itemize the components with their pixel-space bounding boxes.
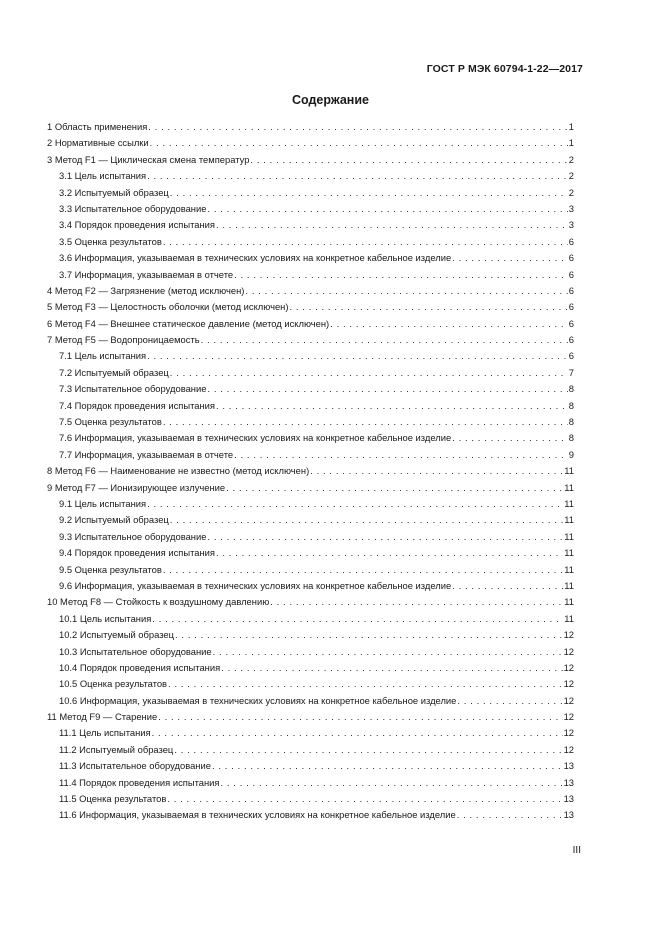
toc-entry[interactable] bbox=[47, 791, 574, 807]
toc-entry-title: 7.3 Испытательное оборудование bbox=[59, 383, 207, 395]
toc-entry[interactable] bbox=[47, 594, 574, 610]
toc-entry[interactable] bbox=[47, 496, 574, 512]
toc-entry-page: 2 bbox=[568, 186, 574, 198]
toc-leader-dots bbox=[216, 545, 563, 561]
toc-entry-title: 11.3 Испытательное оборудование bbox=[59, 760, 211, 772]
toc-leader-dots bbox=[220, 775, 562, 791]
toc-entry-page: 11 bbox=[564, 579, 574, 591]
toc-entry[interactable] bbox=[47, 758, 574, 774]
toc-entry-page: 13 bbox=[563, 809, 574, 821]
toc-leader-dots bbox=[201, 332, 568, 348]
toc-entry-page: 12 bbox=[563, 629, 574, 641]
toc-leader-dots bbox=[216, 398, 568, 414]
toc-entry-title: 3.5 Оценка результатов bbox=[59, 235, 162, 247]
toc-entry-title: 4 Метод F2 — Загрязнение (метод исключен) bbox=[47, 284, 245, 296]
toc-entry[interactable] bbox=[47, 611, 574, 627]
toc-entry-title: 3.3 Испытательное оборудование bbox=[59, 202, 207, 214]
toc-entry[interactable] bbox=[47, 234, 574, 250]
toc-entry[interactable] bbox=[47, 775, 574, 791]
toc-entry[interactable] bbox=[47, 332, 574, 348]
toc-entry-page: 2 bbox=[568, 153, 574, 165]
toc-leader-dots bbox=[289, 299, 567, 315]
toc-entry[interactable] bbox=[47, 529, 574, 545]
toc-entry-title: 9.3 Испытательное оборудование bbox=[59, 530, 207, 542]
toc-entry[interactable] bbox=[47, 381, 574, 397]
toc-entry-page: 12 bbox=[563, 694, 574, 706]
toc-entry-title: 7.1 Цель испытания bbox=[59, 350, 147, 362]
toc-leader-dots bbox=[221, 660, 562, 676]
toc-entry[interactable] bbox=[47, 135, 574, 151]
toc-leader-dots bbox=[452, 250, 568, 266]
toc-entry-title: 11 Метод F9 — Старение bbox=[47, 711, 158, 723]
toc-leader-dots bbox=[158, 709, 562, 725]
toc-entry[interactable] bbox=[47, 119, 574, 135]
toc-entry-page: 8 bbox=[568, 383, 574, 395]
toc-leader-dots bbox=[212, 758, 563, 774]
toc-leader-dots bbox=[457, 693, 562, 709]
toc-entry-page: 13 bbox=[563, 776, 574, 788]
toc-entry-page: 6 bbox=[568, 235, 574, 247]
toc-leader-dots bbox=[148, 119, 567, 135]
toc-leader-dots bbox=[457, 807, 563, 823]
table-of-contents bbox=[47, 119, 574, 824]
toc-entry-page: 3 bbox=[568, 202, 574, 214]
toc-entry[interactable] bbox=[47, 185, 574, 201]
toc-leader-dots bbox=[216, 217, 568, 233]
toc-leader-dots bbox=[270, 594, 563, 610]
toc-entry-page: 8 bbox=[568, 432, 574, 444]
toc-entry-title: 9 Метод F7 — Ионизирующее излучение bbox=[47, 481, 226, 493]
toc-entry-title: 7.6 Информация, указываемая в технических условиях на конкретное кабельное изделие bbox=[59, 432, 452, 444]
toc-entry-page: 12 bbox=[563, 743, 574, 755]
toc-entry-page: 11 bbox=[564, 563, 574, 575]
toc-entry-page: 11 bbox=[564, 547, 574, 559]
toc-entry-title: 10.5 Оценка результатов bbox=[59, 678, 168, 690]
toc-entry-title: 11.4 Порядок проведения испытания bbox=[59, 776, 220, 788]
toc-entry-page: 1 bbox=[568, 121, 574, 132]
toc-entry-page: 12 bbox=[563, 661, 574, 673]
toc-entry-title: 3 Метод F1 — Циклическая смена температур bbox=[47, 153, 250, 165]
toc-entry-title: 7 Метод F5 — Водопроницаемость bbox=[47, 334, 200, 346]
toc-entry-title: 11.1 Цель испытания bbox=[59, 727, 151, 739]
toc-entry[interactable] bbox=[47, 283, 574, 299]
toc-entry[interactable] bbox=[47, 365, 574, 381]
toc-entry-page: 8 bbox=[568, 399, 574, 411]
toc-entry[interactable] bbox=[47, 725, 574, 741]
toc-entry-page: 8 bbox=[568, 416, 574, 428]
toc-entry-page: 6 bbox=[568, 268, 574, 280]
toc-entry-page: 3 bbox=[568, 219, 574, 231]
toc-entry-title: 1 Область применения bbox=[47, 121, 148, 132]
toc-entry[interactable] bbox=[47, 807, 574, 823]
toc-leader-dots bbox=[245, 283, 567, 299]
toc-leader-dots bbox=[170, 512, 563, 528]
page-number: III bbox=[572, 845, 581, 856]
document-header: ГОСТ Р МЭК 60794-1-22—2017 bbox=[426, 63, 583, 75]
toc-entry[interactable] bbox=[47, 693, 574, 709]
toc-leader-dots bbox=[207, 201, 567, 217]
toc-leader-dots bbox=[163, 234, 568, 250]
toc-entry-page: 11 bbox=[564, 530, 574, 542]
toc-entry-title: 7.2 Испытуемый образец bbox=[59, 366, 169, 378]
toc-entry[interactable] bbox=[47, 742, 574, 758]
toc-entry[interactable] bbox=[47, 463, 574, 479]
toc-leader-dots bbox=[175, 627, 563, 643]
toc-entry-title: 10.6 Информация, указываемая в технических условиях на конкретное кабельное изделие bbox=[59, 694, 457, 706]
toc-entry-title: 2 Нормативные ссылки bbox=[47, 137, 149, 149]
toc-entry-page: 11 bbox=[564, 612, 574, 624]
toc-entry-page: 6 bbox=[568, 334, 574, 346]
toc-leader-dots bbox=[310, 463, 563, 479]
toc-leader-dots bbox=[163, 414, 568, 430]
toc-entry[interactable] bbox=[47, 299, 574, 315]
toc-leader-dots bbox=[168, 676, 563, 692]
toc-entry-title: 3.4 Порядок проведения испытания bbox=[59, 219, 215, 231]
toc-leader-dots bbox=[207, 381, 567, 397]
toc-entry-title: 3.6 Информация, указываемая в технических условиях на конкретное кабельное изделие bbox=[59, 252, 452, 264]
toc-entry-title: 10.4 Порядок проведения испытания bbox=[59, 661, 221, 673]
toc-entry-title: 10.3 Испытательное оборудование bbox=[59, 645, 212, 657]
toc-leader-dots bbox=[147, 348, 568, 364]
toc-leader-dots bbox=[452, 578, 563, 594]
toc-entry[interactable] bbox=[47, 545, 574, 561]
page-title: Содержание bbox=[291, 93, 369, 107]
toc-entry-title: 9.5 Оценка результатов bbox=[59, 563, 162, 575]
toc-entry[interactable] bbox=[47, 316, 574, 332]
toc-entry-page: 6 bbox=[568, 252, 574, 264]
toc-leader-dots bbox=[170, 185, 568, 201]
toc-entry-page: 12 bbox=[563, 645, 574, 657]
toc-leader-dots bbox=[207, 529, 563, 545]
toc-entry[interactable] bbox=[47, 201, 574, 217]
toc-entry-page: 7 bbox=[568, 366, 574, 378]
toc-leader-dots bbox=[163, 562, 563, 578]
toc-entry-page: 11 bbox=[564, 596, 574, 608]
toc-entry-page: 11 bbox=[564, 465, 574, 477]
toc-entry-title: 11.2 Испытуемый образец bbox=[59, 743, 174, 755]
toc-entry-page: 11 bbox=[564, 497, 574, 509]
toc-entry-page: 12 bbox=[563, 678, 574, 690]
toc-entry-title: 7.5 Оценка результатов bbox=[59, 416, 162, 428]
toc-leader-dots bbox=[170, 365, 568, 381]
toc-entry-title: 3.7 Информация, указываемая в отчете bbox=[59, 268, 234, 280]
toc-leader-dots bbox=[226, 480, 563, 496]
toc-entry[interactable] bbox=[47, 709, 574, 725]
toc-entry[interactable] bbox=[47, 644, 574, 660]
toc-entry[interactable] bbox=[47, 348, 574, 364]
toc-entry-page: 6 bbox=[568, 350, 574, 362]
toc-entry[interactable] bbox=[47, 562, 574, 578]
toc-entry-title: 3.1 Цель испытания bbox=[59, 170, 147, 182]
toc-entry-title: 11.6 Информация, указываемая в технических условиях на конкретное кабельное изделие bbox=[59, 809, 456, 821]
toc-entry-page: 6 bbox=[568, 317, 574, 329]
toc-leader-dots bbox=[147, 496, 563, 512]
toc-entry-page: 13 bbox=[563, 793, 574, 805]
toc-entry[interactable] bbox=[47, 660, 574, 676]
toc-entry[interactable] bbox=[47, 414, 574, 430]
toc-entry-title: 7.7 Информация, указываемая в отчете bbox=[59, 448, 234, 460]
toc-entry-page: 12 bbox=[563, 727, 574, 739]
toc-entry[interactable] bbox=[47, 512, 574, 528]
toc-entry-title: 10.1 Цель испытания bbox=[59, 612, 152, 624]
toc-entry-page: 9 bbox=[568, 448, 574, 460]
toc-entry[interactable] bbox=[47, 578, 574, 594]
toc-entry[interactable] bbox=[47, 430, 574, 446]
toc-entry[interactable] bbox=[47, 447, 574, 463]
toc-leader-dots bbox=[234, 267, 568, 283]
toc-entry[interactable] bbox=[47, 152, 574, 168]
toc-leader-dots bbox=[234, 447, 568, 463]
toc-entry-title: 9.2 Испытуемый образец bbox=[59, 514, 169, 526]
toc-leader-dots bbox=[452, 430, 568, 446]
toc-entry-title: 10.2 Испытуемый образец bbox=[59, 629, 174, 641]
toc-entry[interactable] bbox=[47, 398, 574, 414]
toc-leader-dots bbox=[167, 791, 562, 807]
toc-leader-dots bbox=[213, 644, 563, 660]
toc-entry-page: 6 bbox=[568, 301, 574, 313]
toc-entry-title: 6 Метод F4 — Внешнее статическое давление (метод исключен) bbox=[47, 317, 330, 329]
toc-entry-title: 9.4 Порядок проведения испытания bbox=[59, 547, 215, 559]
toc-entry-page: 6 bbox=[568, 284, 574, 296]
toc-entry[interactable] bbox=[47, 267, 574, 283]
toc-entry-page: 12 bbox=[563, 711, 574, 723]
toc-entry-title: 11.5 Оценка результатов bbox=[59, 793, 167, 805]
toc-leader-dots bbox=[152, 725, 563, 741]
toc-entry-title: 9.6 Информация, указываемая в технических условиях на конкретное кабельное изделие bbox=[59, 579, 452, 591]
toc-entry[interactable] bbox=[47, 480, 574, 496]
toc-entry[interactable] bbox=[47, 168, 574, 184]
toc-entry-page: 11 bbox=[564, 481, 574, 493]
toc-entry[interactable] bbox=[47, 627, 574, 643]
toc-entry-title: 8 Метод F6 — Наименование не известно (метод исключен) bbox=[47, 465, 310, 477]
toc-leader-dots bbox=[330, 316, 568, 332]
toc-entry[interactable] bbox=[47, 250, 574, 266]
toc-entry[interactable] bbox=[47, 217, 574, 233]
toc-leader-dots bbox=[250, 152, 567, 168]
toc-entry-title: 3.2 Испытуемый образец bbox=[59, 186, 169, 198]
toc-leader-dots bbox=[150, 135, 568, 151]
toc-entry-page: 13 bbox=[563, 760, 574, 772]
toc-entry-title: 10 Метод F8 — Стойкость к воздушному давлению bbox=[47, 596, 270, 608]
toc-entry-page: 1 bbox=[568, 137, 574, 149]
toc-entry-title: 9.1 Цель испытания bbox=[59, 497, 147, 509]
toc-entry-page: 11 bbox=[564, 514, 574, 526]
toc-entry-title: 5 Метод F3 — Целостность оболочки (метод исключен) bbox=[47, 301, 289, 313]
toc-leader-dots bbox=[147, 168, 568, 184]
toc-leader-dots bbox=[152, 611, 563, 627]
toc-entry-title: 7.4 Порядок проведения испытания bbox=[59, 399, 215, 411]
toc-entry[interactable] bbox=[47, 676, 574, 692]
toc-leader-dots bbox=[174, 742, 562, 758]
toc-entry-page: 2 bbox=[568, 170, 574, 182]
